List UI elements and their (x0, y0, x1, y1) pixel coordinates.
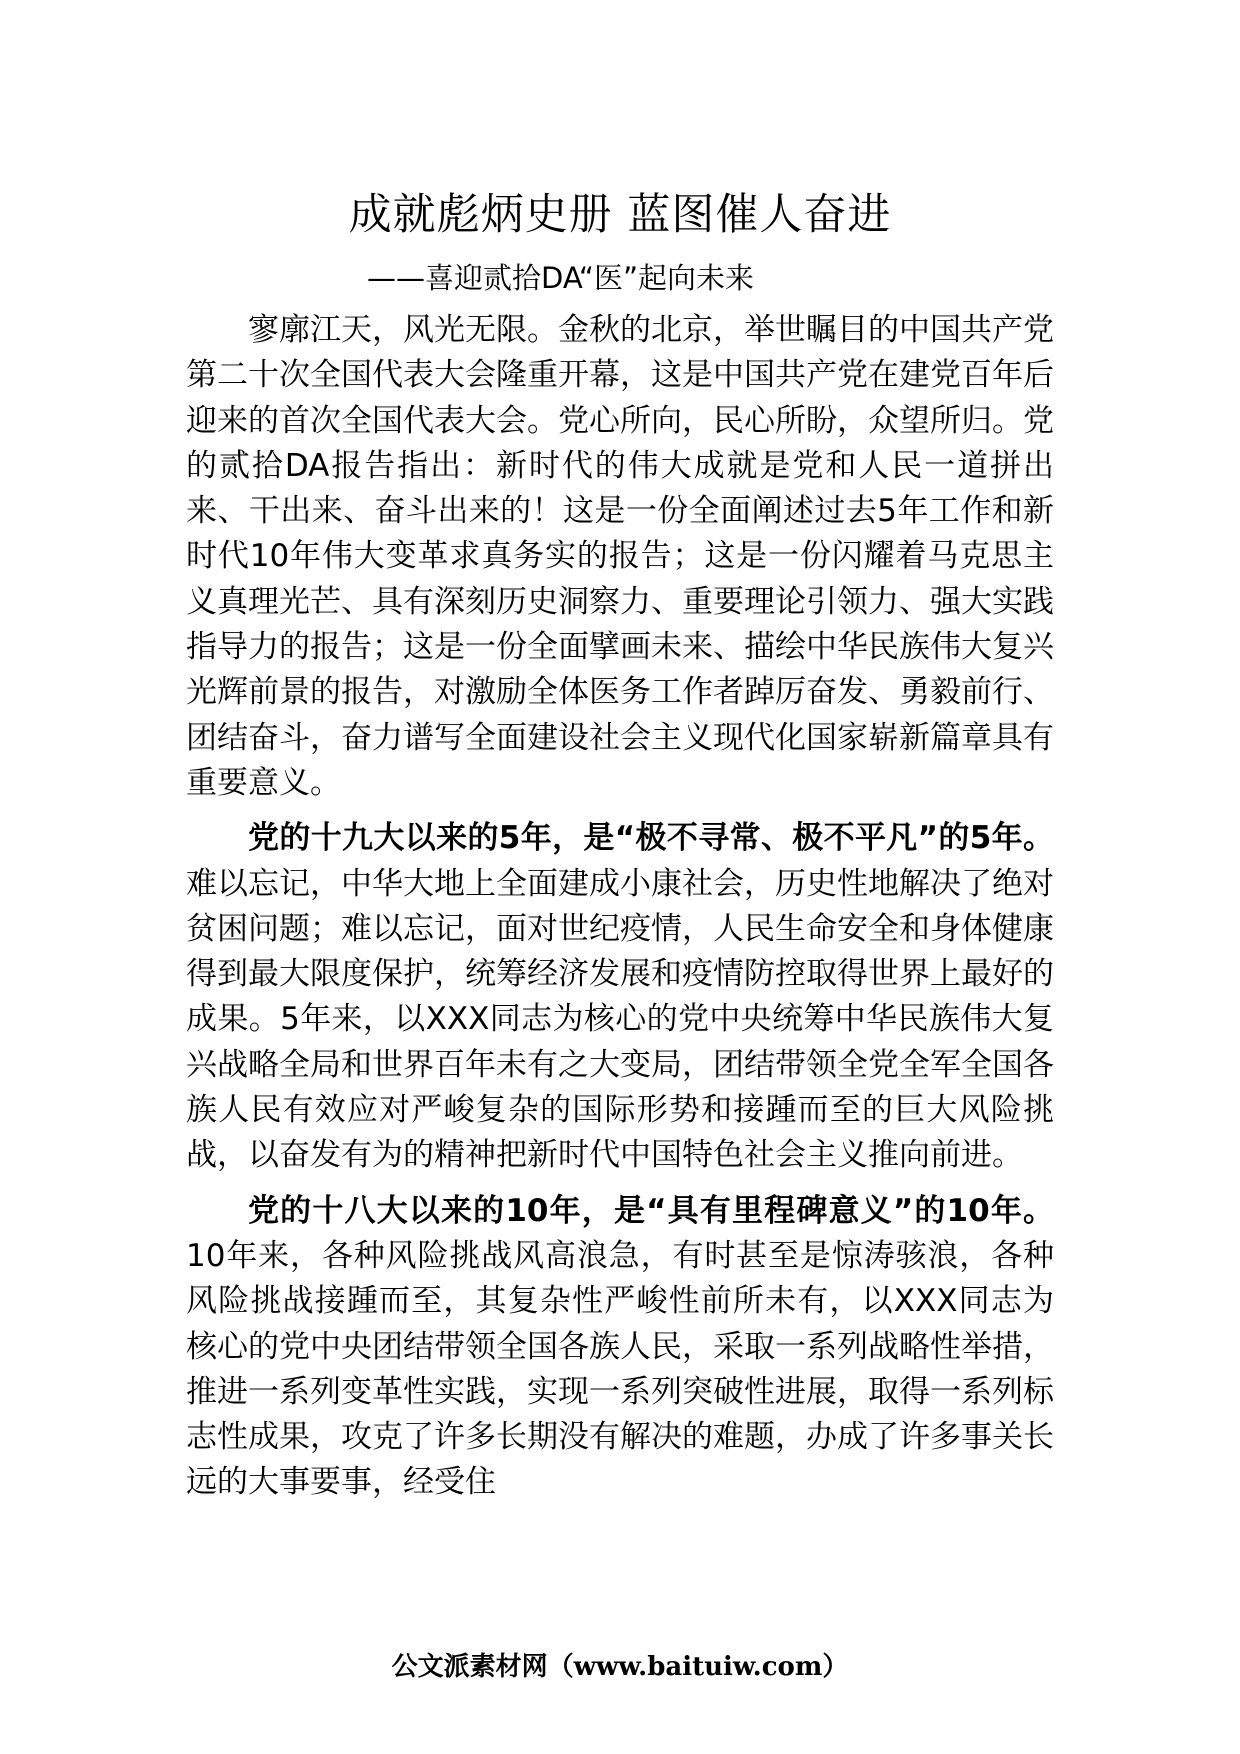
paragraph-lead: 党的十九大以来的5年，是“极不寻常、极不平凡”的5年。 (248, 820, 1054, 857)
paragraph (186, 308, 1054, 806)
document-subtitle: ——喜迎贰拾DA“医”起向未来 (367, 261, 754, 295)
document-title: 成就彪炳史册 蓝图催人奋进 (348, 190, 892, 240)
document-body (186, 308, 1054, 1516)
paragraph-text: 10年来，各种风险挑战风高浪急，有时甚至是惊涛骇浪，各种风险挑战接踵而至，其复杂性严峻性前所未有，以XXX同志为核心的党中央团结带领全国各族人民，采取一系列战略性举措，推进一系列变革性实践，实现一系列突破性进展，取得一系列标志性成果，攻克了许多长期没有解决的难题，办成了许多事关长远的大事要事，经受住 (186, 1237, 1054, 1501)
paragraph-text: 难以忘记，中华大地上全面建成小康社会，历史性地解决了绝对贫困问题；难以忘记，面对世纪疫情，人民生命安全和身体健康得到最大限度保护，统筹经济发展和疫情防控取得世界上最好的成果。5年来，以XXX同志为核心的党中央统筹中华民族伟大复兴战略全局和世界百年未有之大变局，团结带领全党全军全国各族人民有效应对严峻复杂的国际形势和接踵而至的巨大风险挑战，以奋发有为的精神把新时代中国特色社会主义推向前进。 (186, 865, 1054, 1174)
paragraph (186, 816, 1054, 1178)
paragraph (186, 1189, 1054, 1506)
document-footer: 公文派素材网（www.baituiw.com） (391, 1652, 849, 1682)
paragraph-lead: 党的十八大以来的10年，是“具有里程碑意义”的10年。 (248, 1192, 1054, 1229)
paragraph-text: 寥廓江天，风光无限。金秋的北京，举世瞩目的中国共产党第二十次全国代表大会隆重开幕，这是中国共产党在建党百年后迎来的首次全国代表大会。党心所向，民心所盼，众望所归。党的贰拾DA报告指出：新时代的伟大成就是党和人民一道拼出来、干出来、奋斗出来的！这是一份全面阐述过去5年工作和新时代10年伟大变革求真务实的报告；这是一份闪耀着马克思主义真理光芒、具有深刻历史洞察力、重要理论引领力、强大实践指导力的报告；这是一份全面擘画未来、描绘中华民族伟大复兴光辉前景的报告，对激励全体医务工作者踔厉奋发、勇毅前行、团结奋斗，奋力谱写全面建设社会主义现代化国家崭新篇章具有重要意义。 (186, 312, 1054, 801)
